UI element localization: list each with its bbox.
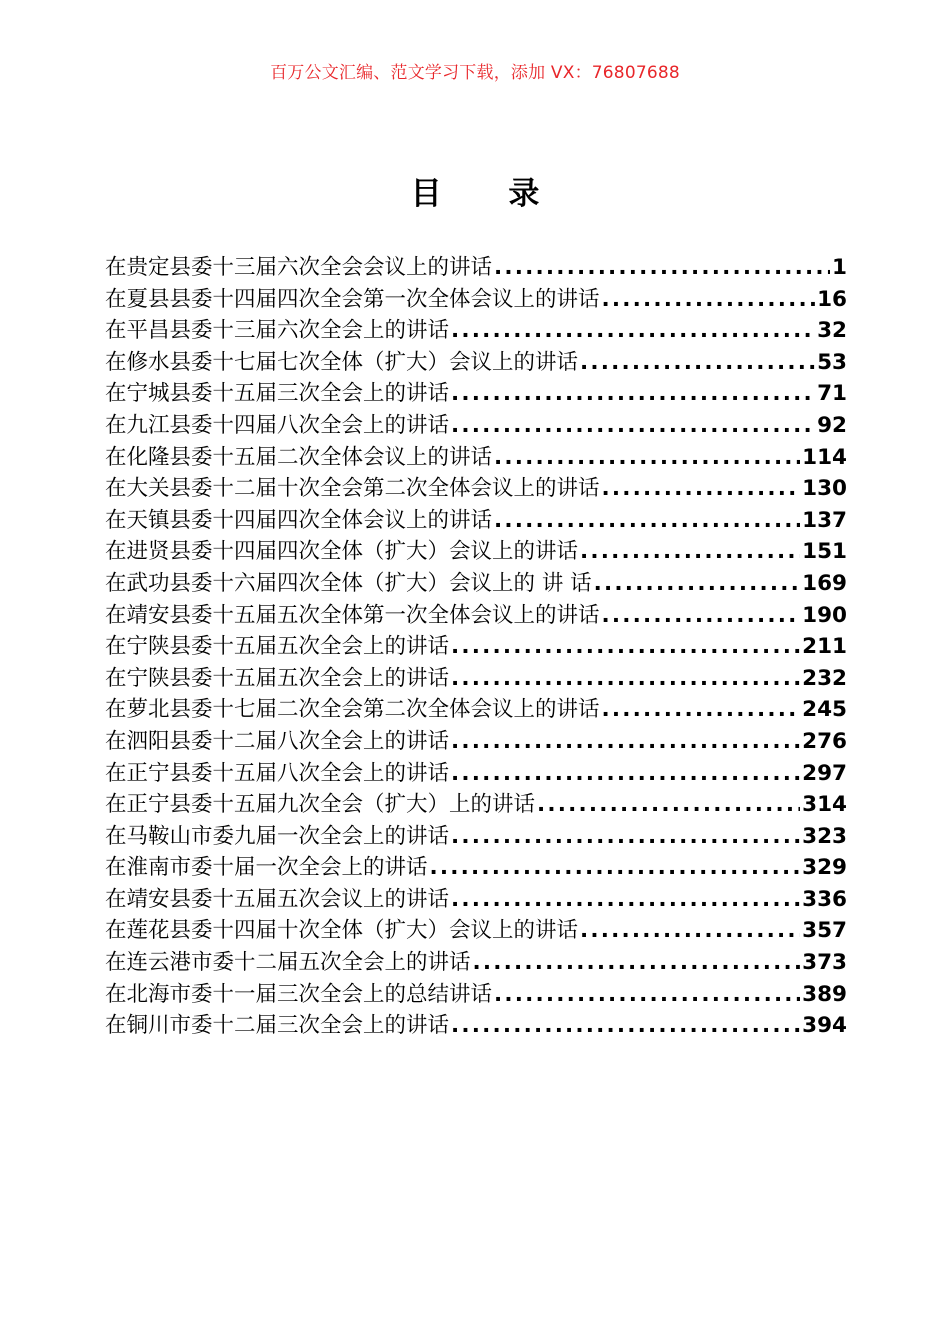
toc-leader-dots bbox=[430, 852, 801, 884]
toc-entry[interactable] bbox=[105, 852, 847, 884]
toc-entry-page: 394 bbox=[802, 1013, 847, 1039]
toc-list bbox=[105, 252, 847, 1042]
toc-entry[interactable] bbox=[105, 726, 847, 758]
toc-entry-title: 在九江县委十四届八次全会上的讲话 bbox=[105, 412, 450, 438]
toc-entry-page: 336 bbox=[802, 886, 847, 912]
toc-entry-page: 373 bbox=[802, 950, 847, 976]
toc-entry-page: 151 bbox=[802, 539, 847, 565]
toc-entry[interactable] bbox=[105, 947, 847, 979]
toc-leader-dots bbox=[494, 252, 830, 284]
toc-leader-dots bbox=[451, 631, 800, 663]
toc-entry-page: 32 bbox=[817, 318, 847, 344]
toc-leader-dots bbox=[594, 568, 800, 600]
toc-leader-dots bbox=[451, 315, 815, 347]
toc-entry-title: 在正宁县委十五届九次全会（扩大）上的讲话 bbox=[105, 792, 536, 818]
toc-entry-title: 在进贤县委十四届四次全体（扩大）会议上的讲话 bbox=[105, 539, 579, 565]
toc-entry-title: 在马鞍山市委九届一次全会上的讲话 bbox=[105, 823, 450, 849]
toc-entry-title: 在连云港市委十二届五次全会上的讲话 bbox=[105, 950, 471, 976]
toc-leader-dots bbox=[451, 758, 800, 790]
toc-entry[interactable] bbox=[105, 758, 847, 790]
toc-leader-dots bbox=[473, 947, 801, 979]
toc-leader-dots bbox=[451, 378, 815, 410]
toc-entry-title: 在宁陕县委十五届五次全会上的讲话 bbox=[105, 665, 450, 691]
toc-entry-title: 在淮南市委十届一次全会上的讲话 bbox=[105, 855, 428, 881]
toc-entry-title: 在莲花县委十四届十次全体（扩大）会议上的讲话 bbox=[105, 918, 579, 944]
toc-entry-page: 169 bbox=[802, 570, 847, 596]
toc-entry-page: 114 bbox=[802, 444, 847, 470]
toc-leader-dots bbox=[580, 347, 815, 379]
toc-entry-title: 在大关县委十二届十次全会第二次全体会议上的讲话 bbox=[105, 476, 600, 502]
toc-title: 目 录 bbox=[410, 176, 568, 212]
toc-entry[interactable] bbox=[105, 663, 847, 695]
toc-entry[interactable] bbox=[105, 631, 847, 663]
toc-leader-dots bbox=[602, 600, 801, 632]
toc-entry[interactable] bbox=[105, 884, 847, 916]
toc-leader-dots bbox=[537, 789, 800, 821]
toc-entry-title: 在天镇县委十四届四次全体会议上的讲话 bbox=[105, 507, 493, 533]
toc-entry-title: 在夏县县委十四届四次全会第一次全体会议上的讲话 bbox=[105, 286, 600, 312]
toc-entry[interactable] bbox=[105, 252, 847, 284]
toc-leader-dots bbox=[580, 536, 800, 568]
toc-entry-page: 357 bbox=[802, 918, 847, 944]
toc-entry-title: 在泗阳县委十二届八次全会上的讲话 bbox=[105, 728, 450, 754]
toc-entry[interactable] bbox=[105, 979, 847, 1011]
toc-entry-title: 在平昌县委十三届六次全会上的讲话 bbox=[105, 318, 450, 344]
toc-entry-page: 329 bbox=[802, 855, 847, 881]
toc-entry-page: 92 bbox=[817, 412, 847, 438]
toc-entry-title: 在武功县委十六届四次全体（扩大）会议上的 讲 话 bbox=[105, 570, 592, 596]
toc-entry-page: 323 bbox=[802, 823, 847, 849]
toc-entry[interactable] bbox=[105, 378, 847, 410]
toc-entry-page: 137 bbox=[802, 507, 847, 533]
toc-leader-dots bbox=[494, 979, 800, 1011]
toc-entry-page: 232 bbox=[802, 665, 847, 691]
toc-entry[interactable] bbox=[105, 410, 847, 442]
toc-entry[interactable] bbox=[105, 536, 847, 568]
toc-entry[interactable] bbox=[105, 568, 847, 600]
toc-entry[interactable] bbox=[105, 284, 847, 316]
toc-entry-title: 在宁城县委十五届三次全会上的讲话 bbox=[105, 381, 450, 407]
toc-entry-title: 在北海市委十一届三次全会上的总结讲话 bbox=[105, 981, 493, 1007]
toc-entry[interactable] bbox=[105, 821, 847, 853]
toc-leader-dots bbox=[451, 821, 800, 853]
toc-entry-page: 276 bbox=[802, 728, 847, 754]
toc-entry[interactable] bbox=[105, 600, 847, 632]
toc-leader-dots bbox=[494, 442, 800, 474]
toc-entry[interactable] bbox=[105, 505, 847, 537]
toc-entry[interactable] bbox=[105, 694, 847, 726]
toc-entry-page: 211 bbox=[802, 634, 847, 660]
toc-entry[interactable] bbox=[105, 1010, 847, 1042]
toc-entry-page: 130 bbox=[802, 476, 847, 502]
toc-entry-title: 在宁陕县委十五届五次全会上的讲话 bbox=[105, 634, 450, 660]
toc-leader-dots bbox=[494, 505, 800, 537]
toc-entry-page: 53 bbox=[817, 349, 847, 375]
toc-leader-dots bbox=[451, 1010, 800, 1042]
toc-entry-title: 在铜川市委十二届三次全会上的讲话 bbox=[105, 1013, 450, 1039]
toc-entry-title: 在正宁县委十五届八次全会上的讲话 bbox=[105, 760, 450, 786]
toc-entry-page: 245 bbox=[802, 697, 847, 723]
toc-entry-page: 389 bbox=[802, 981, 847, 1007]
toc-entry-title: 在萝北县委十七届二次全会第二次全体会议上的讲话 bbox=[105, 697, 600, 723]
header-note: 百万公文汇编、范文学习下载，添加 VX：76807688 bbox=[270, 63, 680, 83]
toc-leader-dots bbox=[451, 884, 800, 916]
toc-entry[interactable] bbox=[105, 315, 847, 347]
toc-entry-page: 297 bbox=[802, 760, 847, 786]
toc-entry-title: 在贵定县委十三届六次全会会议上的讲话 bbox=[105, 255, 493, 280]
toc-leader-dots bbox=[602, 284, 816, 316]
toc-entry-page: 1 bbox=[832, 255, 847, 280]
toc-entry-page: 71 bbox=[817, 381, 847, 407]
toc-entry-page: 190 bbox=[802, 602, 847, 628]
toc-entry-page: 16 bbox=[817, 286, 847, 312]
toc-entry-title: 在靖安县委十五届五次全体第一次全体会议上的讲话 bbox=[105, 602, 600, 628]
toc-leader-dots bbox=[580, 915, 800, 947]
toc-entry[interactable] bbox=[105, 915, 847, 947]
toc-entry-title: 在修水县委十七届七次全体（扩大）会议上的讲话 bbox=[105, 349, 579, 375]
toc-entry[interactable] bbox=[105, 442, 847, 474]
toc-entry[interactable] bbox=[105, 789, 847, 821]
toc-entry-title: 在靖安县委十五届五次会议上的讲话 bbox=[105, 886, 450, 912]
toc-entry[interactable] bbox=[105, 347, 847, 379]
toc-leader-dots bbox=[451, 663, 800, 695]
toc-leader-dots bbox=[451, 726, 800, 758]
toc-leader-dots bbox=[451, 410, 815, 442]
toc-leader-dots bbox=[602, 473, 801, 505]
toc-entry[interactable] bbox=[105, 473, 847, 505]
toc-leader-dots bbox=[602, 694, 801, 726]
toc-entry-title: 在化隆县委十五届二次全体会议上的讲话 bbox=[105, 444, 493, 470]
toc-entry-page: 314 bbox=[802, 792, 847, 818]
